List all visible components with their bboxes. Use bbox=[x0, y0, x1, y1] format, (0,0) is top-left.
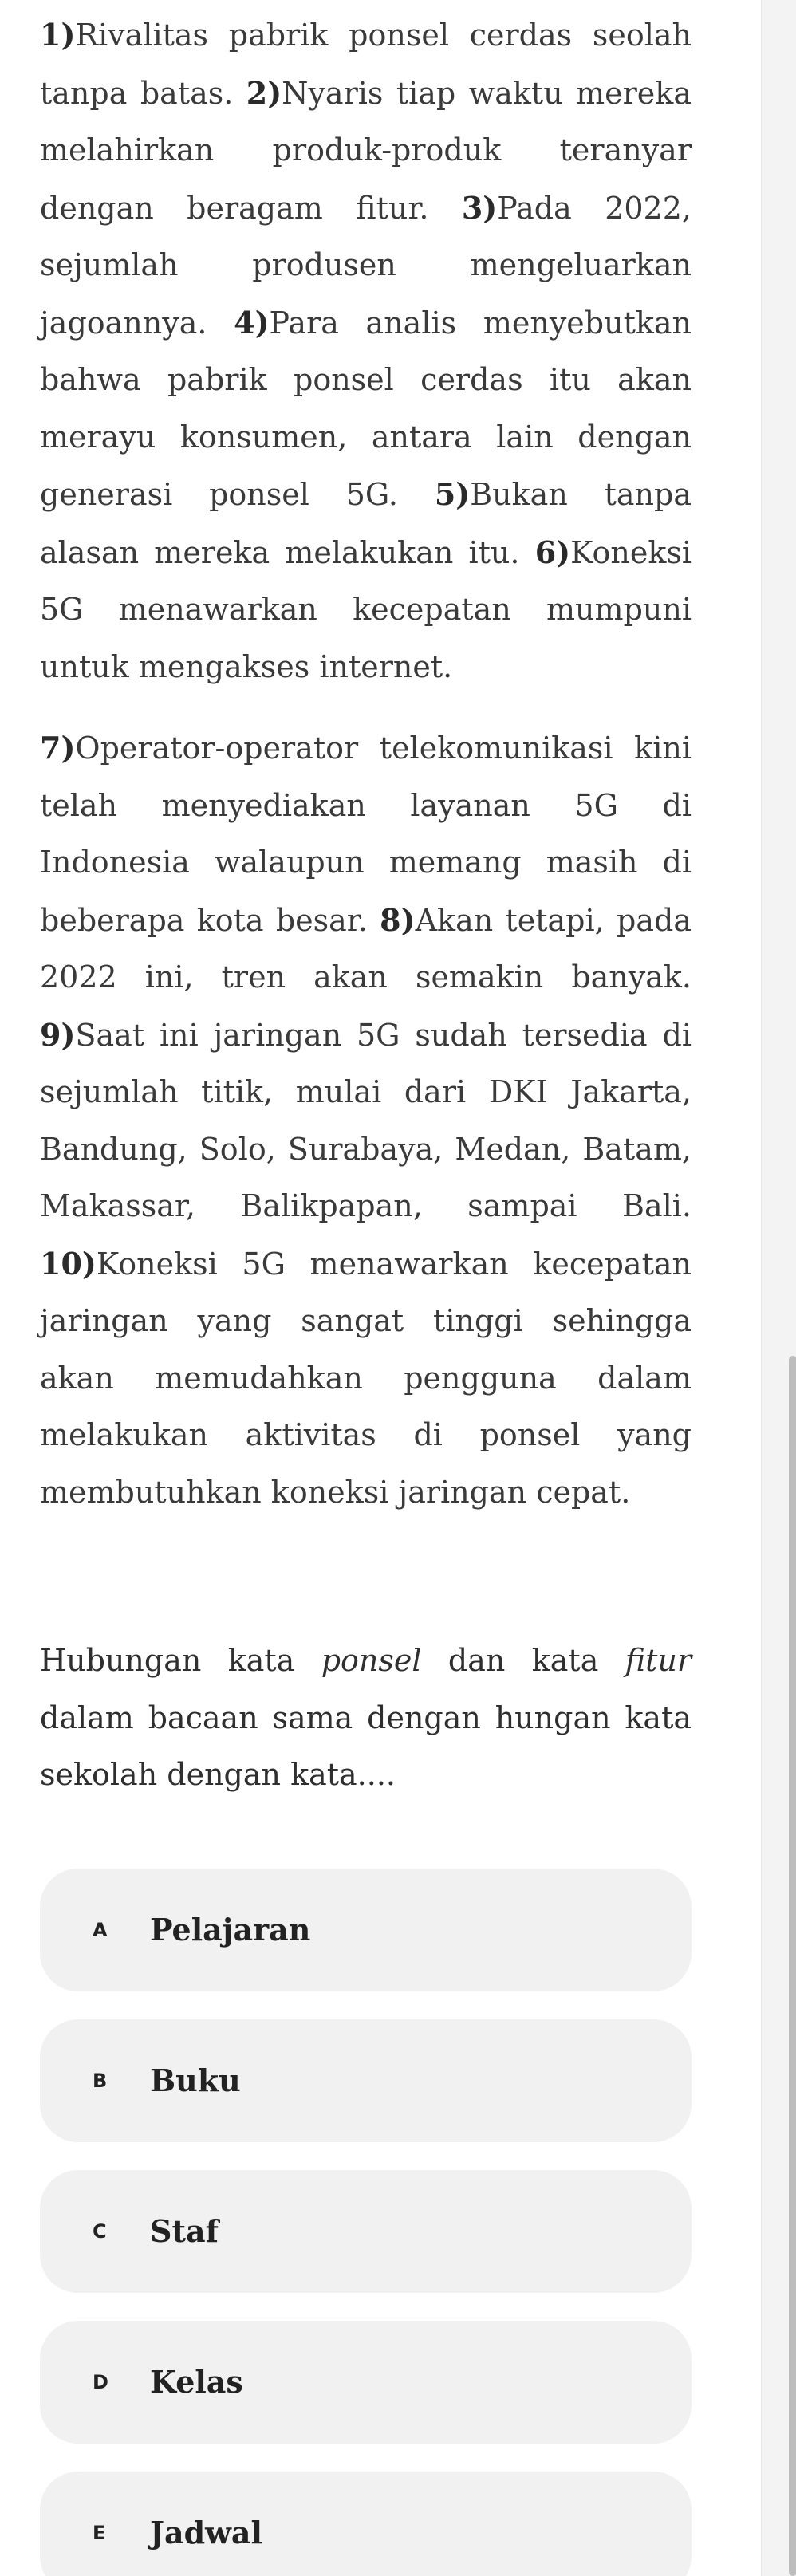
sentence-text: Bukan tanpa alasan mereka melakukan itu. bbox=[40, 477, 692, 570]
sentence-text: Pada 2022, sejumlah produsen mengeluarkan jagoannya. bbox=[40, 190, 692, 341]
option-label: Buku bbox=[150, 2062, 241, 2098]
passage-paragraph-2 bbox=[40, 719, 692, 1521]
sentence-number: 2) bbox=[246, 74, 282, 111]
question-text bbox=[40, 1633, 692, 1804]
sentence-text: Saat ini jaringan 5G sudah tersedia di sejumlah titik, mulai dari DKI Jakarta, Bandung, Solo, Surabaya, Medan, Batam, Makassar, Balikpapan, sampai Bali. bbox=[40, 1017, 692, 1223]
sentence-text: Rivalitas pabrik ponsel cerdas seolah tanpa batas. bbox=[40, 18, 692, 111]
option-letter: D bbox=[93, 2370, 108, 2393]
question-part-1: Hubungan kata bbox=[40, 1643, 321, 1678]
question-part-3: dalam bacaan sama dengan hungan kata sekolah dengan kata.... bbox=[40, 1700, 692, 1792]
scrollbar-thumb[interactable] bbox=[789, 1356, 796, 2576]
question-part-2: dan kata bbox=[421, 1643, 625, 1678]
question-term-fitur: fitur bbox=[625, 1643, 692, 1678]
sentence-number: 10) bbox=[40, 1245, 97, 1282]
scrollbar-track[interactable] bbox=[761, 0, 796, 2576]
option-label: Staf bbox=[150, 2213, 219, 2249]
option-label: Kelas bbox=[150, 2364, 243, 2400]
sentence-text: Operator-operator telekomunikasi kini telah menyediakan layanan 5G di Indonesia walaupun memang masih di beberapa kota besar. bbox=[40, 731, 692, 938]
sentence-number: 4) bbox=[234, 304, 270, 341]
question-term-ponsel: ponsel bbox=[321, 1643, 422, 1678]
sentence-number: 7) bbox=[40, 730, 76, 766]
option-e-button[interactable] bbox=[40, 2472, 692, 2576]
option-a-button[interactable] bbox=[40, 1869, 692, 1991]
sentence-text: Akan tetapi, pada 2022 ini, tren akan semakin banyak. bbox=[40, 902, 692, 995]
sentence-number: 1) bbox=[40, 17, 76, 53]
option-label: Jadwal bbox=[150, 2515, 262, 2550]
sentence-text: Koneksi 5G menawarkan kecepatan jaringan yang sangat tinggi sehingga akan memudahkan pengguna dalam melakukan aktivitas di ponsel yang membutuhkan koneksi jaringan cepat. bbox=[40, 1246, 692, 1510]
sentence-text: Nyaris tiap waktu mereka melahirkan produk-produk teranyar dengan beragam fitur. bbox=[40, 75, 692, 226]
sentence-number: 8) bbox=[380, 901, 416, 938]
option-letter: A bbox=[93, 1918, 108, 1941]
option-letter: E bbox=[93, 2521, 106, 2544]
sentence-number: 3) bbox=[461, 189, 498, 226]
option-letter: C bbox=[93, 2220, 107, 2243]
quiz-content bbox=[40, 0, 692, 2576]
sentence-number: 9) bbox=[40, 1016, 76, 1053]
answer-options bbox=[40, 1869, 692, 2576]
reading-passage bbox=[40, 0, 692, 1521]
option-label: Pelajaran bbox=[150, 1912, 311, 1948]
option-b-button[interactable] bbox=[40, 2019, 692, 2142]
sentence-text: Para analis menyebutkan bahwa pabrik ponsel cerdas itu akan merayu konsumen, antara lain dengan generasi ponsel 5G. bbox=[40, 305, 692, 512]
option-d-button[interactable] bbox=[40, 2321, 692, 2444]
sentence-number: 5) bbox=[434, 476, 471, 512]
option-c-button[interactable] bbox=[40, 2170, 692, 2293]
sentence-number: 6) bbox=[534, 534, 571, 570]
option-letter: B bbox=[93, 2069, 108, 2092]
passage-paragraph-1 bbox=[40, 0, 692, 695]
sentence-text: Koneksi 5G menawarkan kecepatan mumpuni untuk mengakses internet. bbox=[40, 534, 692, 684]
